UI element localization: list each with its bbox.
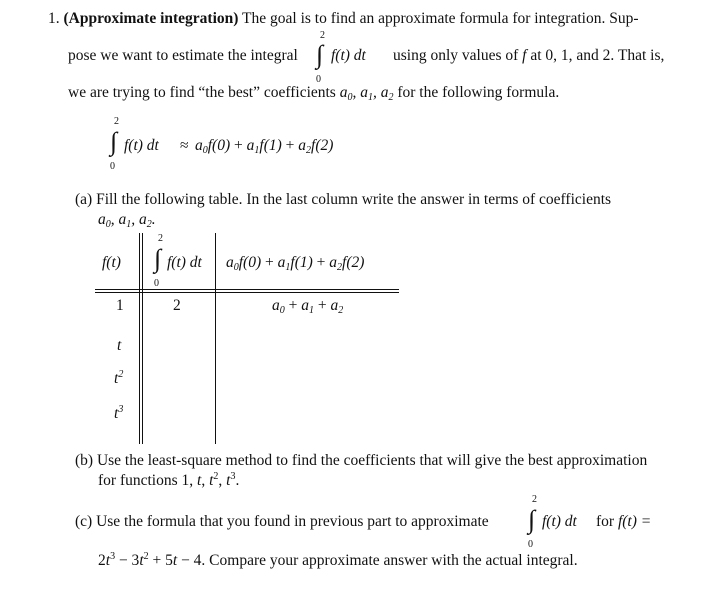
table-header-formula: $a_0f(0) + a_1f(1) + a_2f(2)$ bbox=[226, 254, 365, 273]
table-header-f: f(t) bbox=[102, 254, 121, 271]
part-c-for: for f(t) = bbox=[596, 513, 652, 530]
table-row-4-f: $t^3$ bbox=[114, 404, 124, 422]
problem-title: (Approximate integration) bbox=[63, 10, 239, 27]
part-a-line-2: $a_0$, $a_1$, $a_2$. bbox=[98, 211, 156, 230]
formula-rhs: $a_0f(0) + a_1f(1) + a_2f(2)$ bbox=[195, 137, 334, 156]
table-vertical-divider-1 bbox=[139, 233, 140, 444]
table-row-3-f: $t^2$ bbox=[114, 369, 124, 387]
problem-line-1 bbox=[48, 10, 639, 28]
table-vertical-divider-3 bbox=[215, 233, 216, 444]
table-row-1-formula: $a_0 + a_1 + a_2$ bbox=[272, 297, 344, 316]
table-row-2-f: t bbox=[117, 337, 122, 354]
part-c-line-1: (c) Use the formula that you found in previous part to approximate bbox=[75, 513, 489, 530]
problem-line-2: pose we want to estimate the integral bbox=[68, 47, 298, 64]
problem-line-2-rest: using only values of f at 0, 1, and 2. That is, bbox=[393, 47, 665, 64]
table-row-1-integral: 2 bbox=[173, 297, 181, 314]
table-vertical-divider-2 bbox=[142, 233, 143, 444]
table-header-integral: f(t) dt bbox=[167, 254, 202, 271]
part-c-label: (c) bbox=[75, 513, 93, 530]
table-header-rule-2 bbox=[95, 292, 399, 293]
part-b-line-1: (b) Use the least-square method to find the coefficients that will give the best approximation bbox=[75, 452, 648, 469]
part-c-integrand: f(t) dt bbox=[542, 513, 577, 530]
part-a-label: (a) bbox=[75, 191, 93, 208]
problem-number: 1. bbox=[48, 10, 60, 27]
formula-integrand: f(t) dt bbox=[124, 137, 159, 154]
problem-line-3: we are trying to find “the best” coefficients $a_0$, $a_1$, $a_2$ for the following formula. bbox=[68, 84, 560, 103]
inline-integrand: f(t) dt bbox=[331, 47, 366, 64]
table-integral-sign: 2 ∫ 0 bbox=[154, 233, 163, 289]
part-c-line-2: $2t^3 - 3t^2 + 5t - 4$. Compare your approximate answer with the actual integral. bbox=[98, 551, 578, 569]
part-b-label: (b) bbox=[75, 452, 94, 469]
table-header-rule-1 bbox=[95, 289, 399, 290]
part-c-integral-sign: 2 ∫ 0 bbox=[528, 494, 537, 550]
coefficients-inline: $a_0$, $a_1$, $a_2$ bbox=[339, 84, 394, 103]
part-b-line-2: for functions 1, t, $t^2$, $t^3$. bbox=[98, 471, 240, 489]
integral-sign-display: 2 ∫ 0 bbox=[110, 116, 119, 172]
problem-intro: The goal is to find an approximate formula for integration. Sup- bbox=[242, 10, 639, 27]
formula-approx: ≈ bbox=[180, 137, 189, 154]
part-a-line-1: (a) Fill the following table. In the last column write the answer in terms of coefficients bbox=[75, 191, 612, 208]
table-row-1-f: 1 bbox=[116, 297, 124, 314]
integral-sign-inline: 2 ∫ 0 bbox=[316, 30, 325, 85]
